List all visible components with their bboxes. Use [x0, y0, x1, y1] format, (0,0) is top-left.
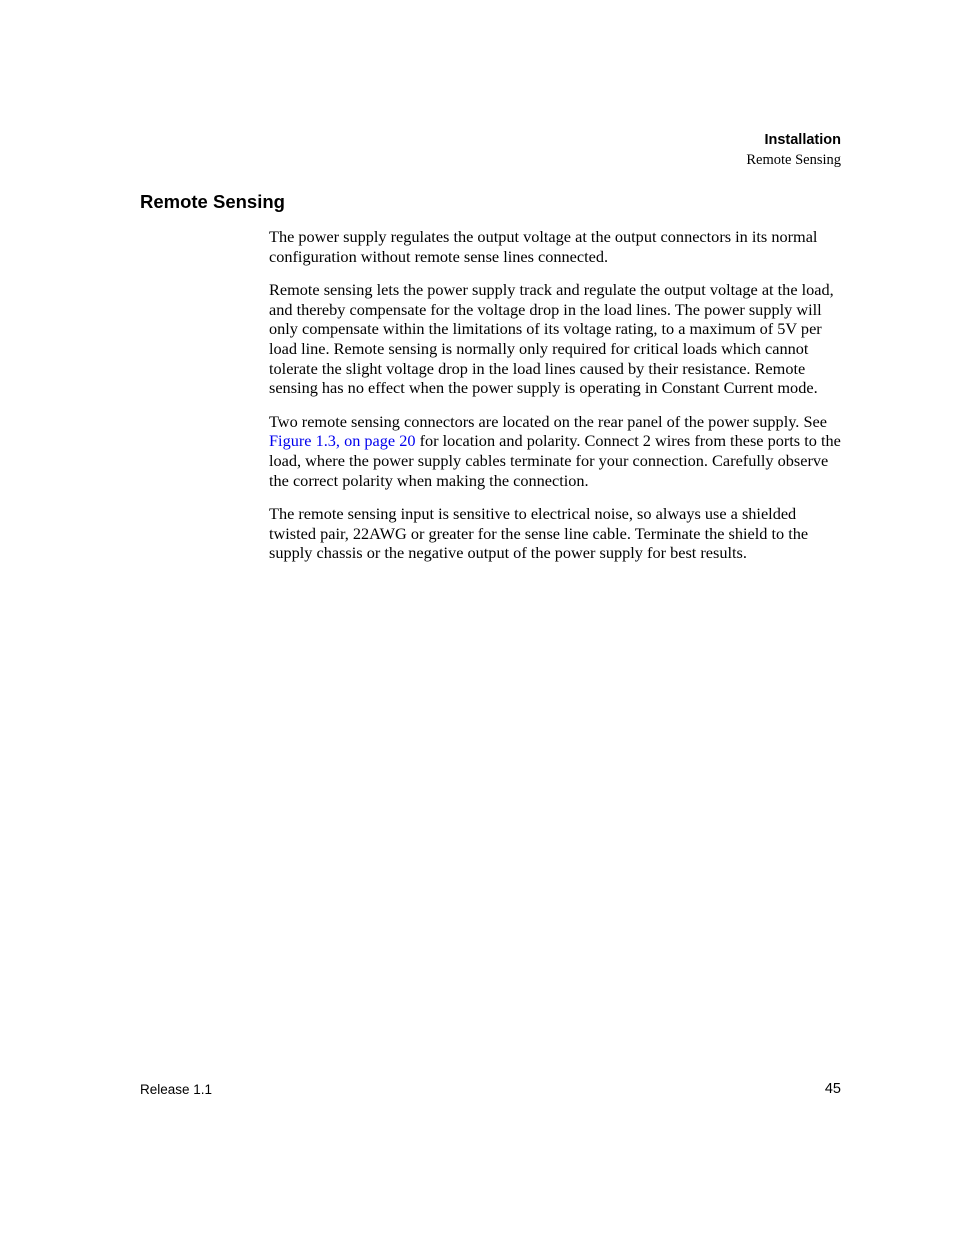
- paragraph-4: The remote sensing input is sensitive to electrical noise, so always use a shielded twisted pair, 22AWG or greater for the sense line cable. Terminate the shield to the supply chassis or the negative output of the power supply for best results.: [269, 504, 809, 563]
- section-heading: Remote Sensing: [140, 191, 285, 212]
- footer-page-number: 45: [824, 1081, 841, 1097]
- footer-release: Release 1.1: [140, 1082, 213, 1097]
- paragraph-3-text-end: for location and polarity. Connect 2 wires from these ports to the load, where the power supply cables terminate for your connection. Carefully observe the correct polarity when making the connection.: [269, 431, 841, 490]
- paragraph-3-text-start: Two remote sensing connectors are located on the rear panel of the power supply. See: [269, 411, 827, 431]
- figure-cross-reference-link[interactable]: Figure 1.3, on page 20: [269, 431, 416, 451]
- paragraph-3: [269, 412, 841, 490]
- paragraph-2: Remote sensing lets the power supply track and regulate the output voltage at the load, and thereby compensate for the voltage drop in the load lines. The power supply will only compensate within the limitations of its voltage rating, to a maximum of 5V per load line. Remote sensing is normally only required for critical loads which cannot tolerate the slight voltage drop in the load lines caused by their resistance. Remote sensing has no effect when the power supply is operating in Constant Current mode.: [269, 280, 834, 398]
- header-chapter-title: Installation: [764, 132, 841, 148]
- paragraph-1: The power supply regulates the output voltage at the output connectors in its normal configuration without remote sense lines connected.: [269, 227, 818, 266]
- header-section-title: Remote Sensing: [746, 152, 841, 168]
- running-header: [746, 131, 841, 169]
- body-text: [269, 227, 841, 577]
